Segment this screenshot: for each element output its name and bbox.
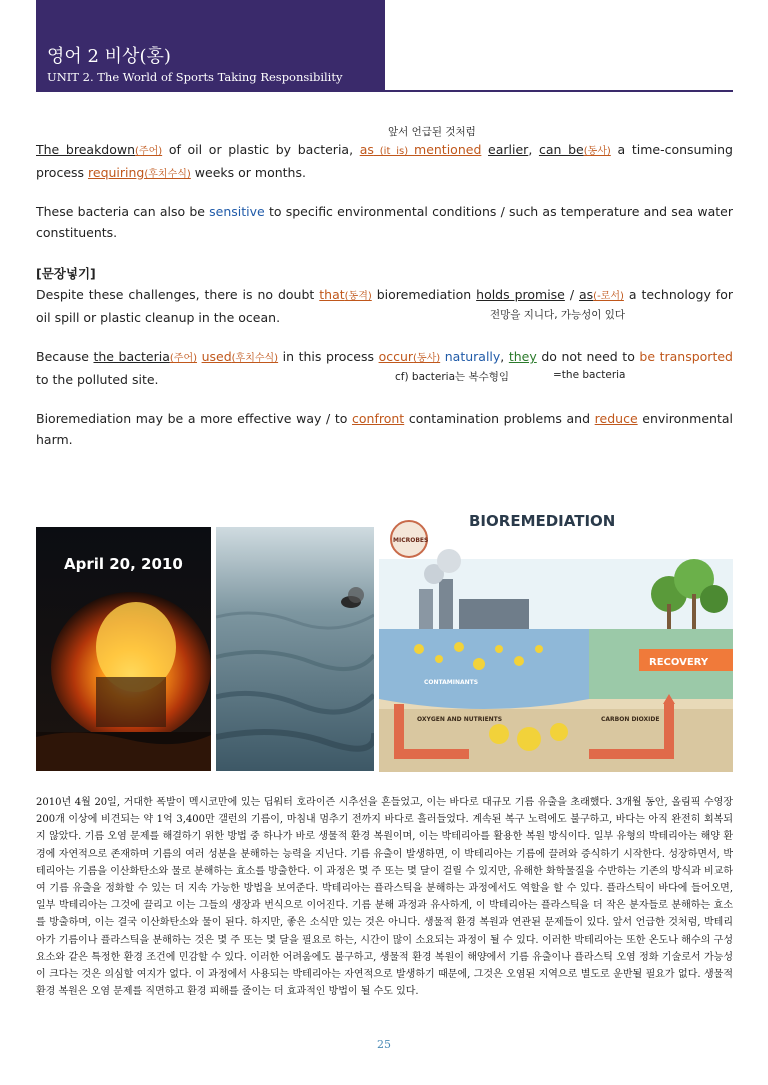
bioremediation-diagram <box>379 499 733 772</box>
p4-e: in this process <box>278 349 379 364</box>
header-banner <box>36 0 385 90</box>
header-rule <box>36 90 733 92</box>
p1-g-sub: (동사) <box>583 146 611 157</box>
note-holds-promise: 전망을 지니다, 가능성이 있다 <box>490 309 626 321</box>
explosion-photo <box>36 527 211 771</box>
p1-c-sub: (it is) <box>373 146 415 157</box>
p4-m: to the polluted site. <box>36 372 159 387</box>
p1-i: requiring <box>88 165 145 180</box>
paragraph-2 <box>36 201 733 243</box>
p4-a: Because <box>36 349 94 364</box>
p3-e: / <box>564 287 579 302</box>
p1-a-sub: (주어) <box>135 146 163 157</box>
p1-j: weeks or months. <box>190 165 306 180</box>
p4-i: , <box>500 349 509 364</box>
p3-a: Despite these challenges, there is no doubt <box>36 287 320 302</box>
p5-c: contamination problems and <box>404 411 595 426</box>
p4-f: occur <box>378 349 414 364</box>
paragraph-1 <box>36 139 733 185</box>
p1-g: can be <box>538 142 584 157</box>
p1-e: earlier <box>488 142 529 157</box>
p5-a: Bioremediation may be a more effective way / to <box>36 411 353 426</box>
p3-b: that <box>319 287 345 302</box>
p4-l: be transported <box>639 349 733 364</box>
recovery-label: RECOVERY <box>649 657 709 668</box>
p3-b-sub: (동격) <box>344 291 372 302</box>
p4-j: they <box>508 349 537 364</box>
note-as-mentioned: 앞서 언급된 것처럼 <box>388 126 476 138</box>
paragraph-3 <box>36 284 733 328</box>
p4-b-sub: (주어) <box>169 353 198 364</box>
p5-e: environmental harm. <box>36 411 734 447</box>
note-bacteria-plural: cf) bacteria는 복수형임 <box>395 371 510 383</box>
header-title: 영어 2 비상(홍) <box>47 46 171 67</box>
p1-i-sub: (후치수식) <box>144 169 191 180</box>
microbes-label: MICROBES <box>393 537 429 544</box>
page-number: 25 <box>377 1038 391 1051</box>
p1-d: mentioned <box>414 142 482 157</box>
oil-slick-photo <box>216 527 374 771</box>
paragraph-5 <box>36 408 733 450</box>
diagram-title: BIOREMEDIATION <box>469 512 616 530</box>
p4-k: do not need to <box>536 349 640 364</box>
carbon-label: CARBON DIOXIDE <box>601 716 660 723</box>
korean-translation: 2010년 4월 20일, 거대한 폭발이 멕시코만에 있는 딥워터 호라이즌 시추선을 흔들었고, 이는 바다로 대규모 기름 유출을 초래했다. 3개월 동안, 올림픽 수영장 200개 이상에 비견되는 약 1억 3,400만 갤런의 기름이, 마침내 멈추기 전까지 바다로 흘러들었다. 계속된 복구 노력에도 불구하고, 바다는 아직 완전히 회복되지 않았다. 기름 오염 문제를 해결하기 위한 방법 중 하나가 바로 생물적 환경 복원이며, 이는 박테리아를 활용한 복원 방식이다. 일부 유형의 박테리아는 해양 환경에 자연적으로 존재하며 기름의 여러 성분을 분해하는 능력을 지닌다. 기름 유출이 발생하면, 이 박테리아는 기름에 끌려와 증식하기 시작한다. 성장하면서, 박테리아는 기름을 이산화탄소와 물로 분해하는 효소를 방출한다. 이 과정은 몇 주 또는 몇 달이 걸릴 수 있지만, 유해한 화학물질을 수반하는 기존의 방식과 비교하여 기름 유출을 정화할 수 있는 더 지속 가능한 방법을 보여준다. 박테리아는 플라스틱을 분해하는 과정에서도 역할을 할 수 있다. 플라스틱이 바다에 들어오면, 일부 박테리아는 그것에 끌리고 이는 그들의 생장과 번식으로 이어진다. 기름 분해 과정과 유사하게, 이 박테리아는 플라스틱을 더 작은 분자들로 분해하는 효소를 방출하며, 이는 결국 이산화탄소와 물이 된다. 하지만, 좋은 소식만 있는 것은 아니다. 생물적 환경 복원과 연관된 문제들이 있다. 앞서 언급한 것처럼, 박테리아가 기름이나 플라스틱을 분해하는 것은 몇 주 또는 몇 달을 필요로 하는, 시간이 많이 소요되는 과정이 될 수 있다. 이러한 박테리아는 또한 온도나 해수의 구성 요소와 같은 특정한 환경 조건에 민감할 수 있다. 이러한 어려움에도 불구하고, 생물적 환경 복원이 해양에서 기름 유출이나 플라스틱 오염 정화 기술로서 가능성이 크다는 것은 의심할 여지가 없다. 이 과정에서 사용되는 박테리아는 자연적으로 발생하기 때문에, 그것은 오염된 지역으로 별도로 운반될 필요가 없다. 생물적 환경 복원은 오염 문제를 직면하고 환경 피해를 줄이는 더 효과적인 방법이 될 수도 있다. <box>36 797 733 998</box>
p5-d: reduce <box>594 411 638 426</box>
p3-c: bioremediation <box>371 287 477 302</box>
paragraph-4 <box>36 346 733 390</box>
p3-f-sub: (-로서) <box>593 291 624 302</box>
photo-date-caption: April 20, 2010 <box>64 555 183 573</box>
p1-a: The breakdown <box>36 142 136 157</box>
p3-d: holds promise <box>476 287 565 302</box>
section-label: [문장넣기] <box>36 266 96 281</box>
p1-b: of oil or plastic by bacteria, <box>162 142 360 157</box>
p1-c: as <box>359 142 374 157</box>
contaminants-label: CONTAMINANTS <box>424 679 479 686</box>
p1-h: a time-consuming process <box>36 142 733 180</box>
p2-c: to specific environmental conditions / such as temperature and sea water constituents. <box>36 204 733 240</box>
p4-d: used <box>201 349 232 364</box>
p3-g: a technology for oil spill or plastic cleanup in the ocean. <box>36 287 733 325</box>
header-subtitle: UNIT 2. The World of Sports Taking Responsibility <box>47 70 343 84</box>
p4-f-sub: (동사) <box>413 353 441 364</box>
p4-b: the bacteria <box>93 349 170 364</box>
p2-b: sensitive <box>209 204 265 219</box>
p2-a: These bacteria can also be <box>36 204 210 219</box>
p3-f: as <box>578 287 594 302</box>
note-the-bacteria: =the bacteria <box>553 369 626 381</box>
oxygen-label: OXYGEN AND NUTRIENTS <box>417 716 503 723</box>
p4-d-sub: (후치수식) <box>231 353 279 364</box>
p4-h: naturally <box>444 349 501 364</box>
p1-f: , <box>528 142 539 157</box>
p5-b: confront <box>352 411 405 426</box>
